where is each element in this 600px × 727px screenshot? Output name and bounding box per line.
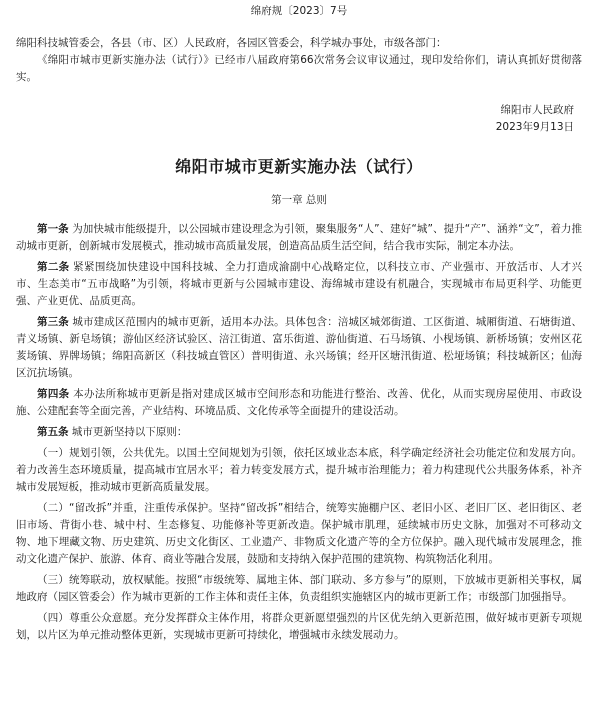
signature-org: 绵阳市人民政府 [500,104,574,116]
article-text: 城市更新坚持以下原则： [68,426,188,438]
document-title: 绵阳市城市更新实施办法（试行） [175,157,423,176]
article-text: 城市建成区范围内的城市更新，适用本办法。具体包含：涪城区城郊街道、工区街道、城厢街道、石塘街道、青义场镇、新皂场镇；游仙区经济试验区、涪江街道、富乐街道、游仙街道、石马场镇、小枧场镇、新桥场镇；安州区花荄场镇、界牌场镇；绵阳高新区（科技城直管区）普明街道、永兴场镇；经开区塘汛街道、松垭场镇；科技城新区；仙海区沉抗场镇。 [16,316,583,379]
article-1 [16,221,582,255]
article-3 [16,314,582,382]
article-2 [16,259,582,310]
document-number: 绵府规〔2023〕7号 [250,5,348,17]
signature-date: 2023年9月13日 [495,121,574,133]
article-lead: 第三条 [37,316,69,328]
intro-paragraph: 《绵阳市城市更新实施办法（试行）》已经市八届政府第66次常务会议审议通过，现印发给你们，请认真抓好贯彻落实。 [16,54,582,83]
principle-1: （一）规划引领，公共优先。以国土空间规划为引领，依托区域业态本底，科学确定经济社会功能定位和发展方向。着力改善生态环境质量，提高城市宜居水平；着力转变发展方式，提升城市治理能力；着力构建现代公共服务体系，补齐城市发展短板，推动城市更新高质量发展。 [16,447,582,493]
article-lead: 第二条 [37,261,70,273]
principle-3: （三）统筹联动，放权赋能。按照“市级统筹、属地主体、部门联动、多方参与”的原则，下放城市更新相关事权，属地政府（园区管委会）作为城市更新的工作主体和责任主体，负责组织实施辖区内的城市更新工作；市级部门加强指导。 [16,574,582,603]
article-text: 为加快城市能级提升，以公园城市建设理念为引领，聚集服务“人”、建好“城”、提升“产”、涵养“文”，着力推动城市更新，创新城市发展模式，推动城市高质量发展，创造高品质生活空间，结合我市实际，制定本办法。 [16,223,583,252]
article-text: 本办法所称城市更新是指对建成区城市空间形态和功能进行整治、改善、优化，从而实现房屋使用、市政设施、公建配套等全面完善，产业结构、环境品质、文化传承等全面提升的建设活动。 [16,388,582,417]
principle-2: （二）“留改拆”并重，注重传承保护。坚持“留改拆”相结合，统筹实施棚户区、老旧小区、老旧厂区、老旧街区、老旧市场、背街小巷、城中村、生态修复、功能修补等更新改造。保护城市肌理，延续城市历史文脉，加强对不可移动文物、地下埋藏文物、历史建筑、历史文化街区、工业遗产、非物质文化遗产等的全方位保护。融入现代城市发展理念，推动文化遗产保护、旅游、体育、商业等融合发展，鼓励和支持纳入保护范围的建筑物、构筑物活化利用。 [16,502,582,565]
addressee: 绵阳科技城管委会，各县（市、区）人民政府，各园区管委会，科学城办事处，市级各部门： [16,37,447,49]
article-text: 紧紧围绕加快建设中国科技城、全力打造成渝副中心战略定位，以科技立市、产业强市、开放活市、人才兴市、生态美市“五市战略”为引领，将城市更新与公园城市建设、海绵城市建设有机融合，实现城市布局更科学、功能更强、产业更优、品质更高。 [16,261,582,307]
article-4 [16,386,582,420]
article-lead: 第五条 [37,426,69,438]
article-5 [16,424,582,441]
chapter-heading: 第一章 总则 [271,194,327,206]
principle-4: （四）尊重公众意愿。充分发挥群众主体作用，将群众更新愿望强烈的片区优先纳入更新范围，做好城市更新专项规划，以片区为单元推动整体更新，实现城市更新可持续化，增强城市永续发展动力。 [16,612,582,641]
article-lead: 第一条 [37,223,69,235]
article-lead: 第四条 [37,388,70,400]
